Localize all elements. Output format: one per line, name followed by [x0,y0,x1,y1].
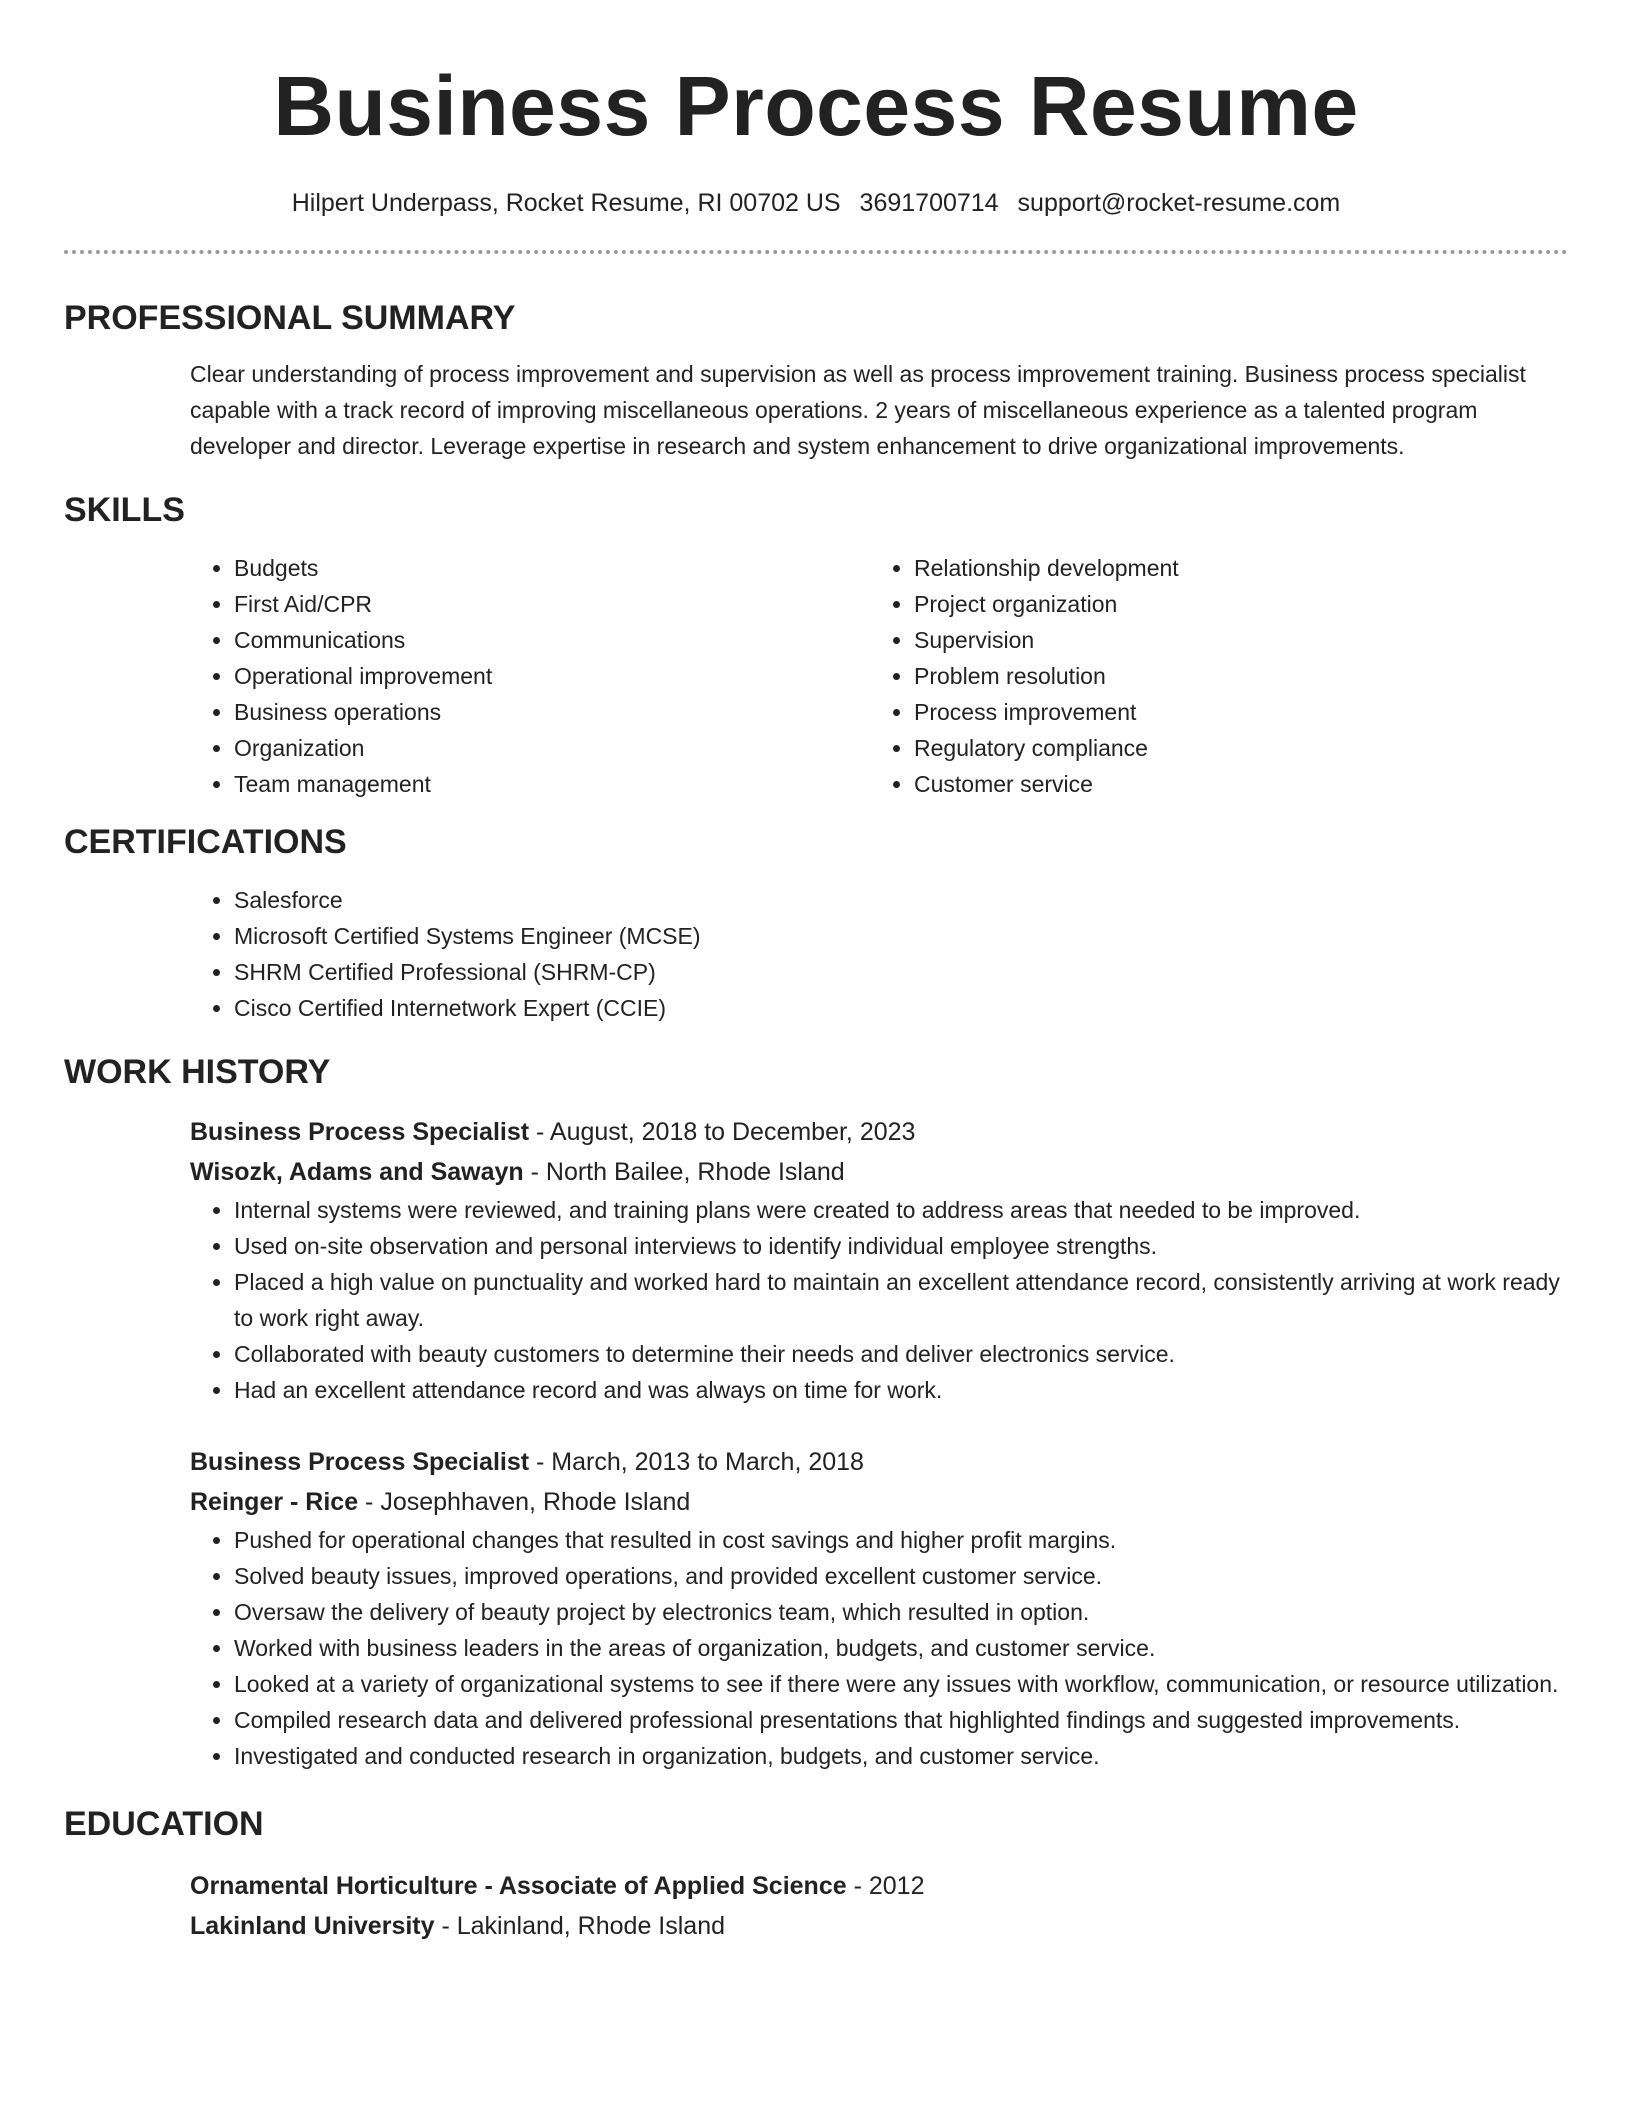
summary-heading: PROFESSIONAL SUMMARY [64,299,516,337]
school-line: Lakinland University - Lakinland, Rhode Island [190,1912,725,1940]
skills-grid [64,550,1568,802]
contact-line [64,188,1568,218]
job-bullet: • Pushed for operational changes that resulted in cost savings and higher profit margins. [234,1522,1568,1558]
job-title-line: Business Process Specialist - March, 2013 to March, 2018 [190,1448,864,1476]
job-bullets [190,1192,1568,1408]
job-bullet: • Internal systems were reviewed, and training plans were created to address areas that needed to be improved. [234,1192,1568,1228]
job-bullet: • Looked at a variety of organizational systems to see if there were any issues with workflow, communication, or resource utilization. [234,1666,1568,1702]
skill-item: • Business operations [234,694,870,730]
certifications-heading: CERTIFICATIONS [64,823,347,861]
degree-line: Ornamental Horticulture - Associate of Applied Science - 2012 [190,1872,925,1900]
education-entry [64,1866,1568,1946]
contact-email: support@rocket-resume.com [1017,189,1341,217]
job-dates: March, 2013 to March, 2018 [551,1448,864,1476]
job-bullet: • Had an excellent attendance record and was always on time for work. [234,1372,1568,1408]
skill-item: • Communications [234,622,870,658]
skill-item: • Supervision [914,622,1568,658]
degree-year: 2012 [868,1872,925,1900]
skill-item: • First Aid/CPR [234,586,870,622]
certification-item: • Microsoft Certified Systems Engineer (MCSE) [234,918,1568,954]
resume-title: Business Process Resume [273,59,1359,153]
certification-item: • Cisco Certified Internetwork Expert (CCIE) [234,990,1568,1026]
school-name: Lakinland University [190,1912,435,1940]
certification-item: • Salesforce [234,882,1568,918]
degree-name: Ornamental Horticulture - Associate of Applied Science [190,1872,847,1900]
job-title-line: Business Process Specialist - August, 2018 to December, 2023 [190,1118,916,1146]
skill-item: • Relationship development [914,550,1568,586]
job-company-line: Wisozk, Adams and Sawayn - North Bailee, Rhode Island [190,1158,845,1186]
job-bullet: • Investigated and conducted research in organization, budgets, and customer service. [234,1738,1568,1774]
skill-item: • Team management [234,766,870,802]
summary-text: Clear understanding of process improvement and supervision as well as process improvement training. Business process specialist capable with a track record of improving miscellaneous operations. 2 years of miscellaneous experience as a talented program developer and director. Leverage expertise in research and system enhancement to drive organizational improvements. [190,361,1526,459]
school-location: Lakinland, Rhode Island [456,1912,725,1940]
education-heading: EDUCATION [64,1805,264,1843]
skill-item: • Operational improvement [234,658,870,694]
work-history-heading: WORK HISTORY [64,1053,331,1091]
skill-item: • Regulatory compliance [914,730,1568,766]
job-bullets [190,1522,1568,1774]
header-divider [64,250,1568,254]
skills-heading: SKILLS [64,491,185,529]
skill-item: • Project organization [914,586,1568,622]
job-title: Business Process Specialist [190,1448,530,1476]
skill-item: • Customer service [914,766,1568,802]
skills-list-left [190,550,870,802]
certifications-list [64,882,1568,1026]
job-location: Josephhaven, Rhode Island [380,1488,691,1516]
job-company: Reinger - Rice [190,1488,359,1516]
job-bullet: • Placed a high value on punctuality and worked hard to maintain an excellent attendance record, consistently arriving at work ready to work right away. [234,1264,1568,1336]
job-bullet: • Oversaw the delivery of beauty project by electronics team, which resulted in option. [234,1594,1568,1630]
job-title: Business Process Specialist [190,1118,530,1146]
skill-item: • Organization [234,730,870,766]
job-company: Wisozk, Adams and Sawayn [190,1158,524,1186]
certifications-bullets [190,882,1568,1026]
job-company-line: Reinger - Rice - Josephhaven, Rhode Island [190,1488,691,1516]
job-bullet: • Compiled research data and delivered professional presentations that highlighted findings and suggested improvements. [234,1702,1568,1738]
skills-list-right [870,550,1568,802]
contact-phone: 3691700714 [859,189,999,217]
job-dates: August, 2018 to December, 2023 [549,1118,916,1146]
job-bullet: • Solved beauty issues, improved operations, and provided excellent customer service. [234,1558,1568,1594]
skill-item: • Process improvement [914,694,1568,730]
job-entry [64,1112,1568,1408]
skill-item: • Problem resolution [914,658,1568,694]
job-location: North Bailee, Rhode Island [545,1158,845,1186]
job-bullet: • Collaborated with beauty customers to determine their needs and deliver electronics service. [234,1336,1568,1372]
contact-address: Hilpert Underpass, Rocket Resume, RI 00702 US [291,189,841,217]
job-bullet: • Used on-site observation and personal interviews to identify individual employee strengths. [234,1228,1568,1264]
job-bullet: • Worked with business leaders in the areas of organization, budgets, and customer service. [234,1630,1568,1666]
job-entry [64,1442,1568,1774]
certification-item: • SHRM Certified Professional (SHRM-CP) [234,954,1568,990]
skill-item: • Budgets [234,550,870,586]
